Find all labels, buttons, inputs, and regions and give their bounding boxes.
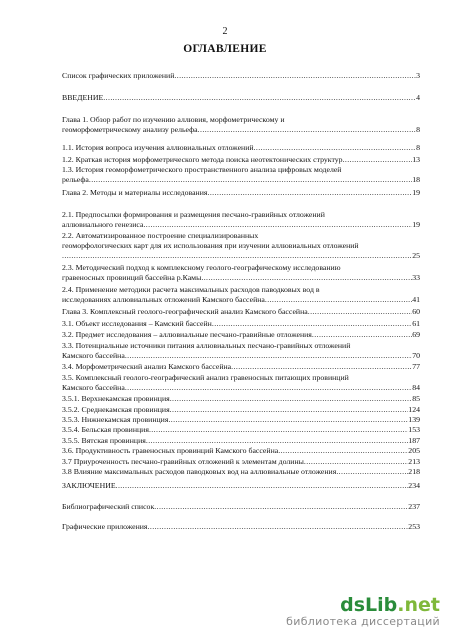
toc-entry[interactable] [62, 285, 420, 305]
toc-entry-title: 3.5.1. Верхнекамская провинция [62, 394, 170, 403]
toc-leader-dots [89, 175, 412, 185]
toc-entry-title: Графические приложения [62, 522, 148, 531]
toc-entry-title-line: 3.5. Комплексный геолого-географический анализ гравеносных питающих провинций [62, 373, 349, 382]
toc-leader-dots [201, 273, 412, 283]
toc-leader-dots [125, 383, 412, 393]
toc-entry-title: 3.8 Влияние максимальных расходов паводковых вод на аллювиальные отложения [62, 467, 337, 476]
toc-entry-page: 41 [412, 295, 420, 304]
toc-entry-title: 3.2. Предмет исследования – аллювиальные песчано-гравийные отложения [62, 330, 312, 339]
toc-entry[interactable] [62, 457, 420, 467]
toc-entry[interactable] [62, 155, 420, 165]
toc-entry-title: 3.6. Продуктивность гравеносных провинций Камского бассейна [62, 446, 279, 455]
toc-entry[interactable] [62, 405, 420, 415]
toc-entry[interactable] [62, 373, 420, 393]
toc-entry[interactable] [62, 93, 420, 103]
toc-entry-page: 13 [412, 155, 420, 164]
toc-entry-title-line: 2.2. Автоматизированное построение специализированных [62, 231, 259, 240]
toc-entry-page: 70 [412, 351, 420, 360]
toc-entry[interactable] [62, 341, 420, 361]
toc-leader-dots [336, 467, 408, 477]
toc-leader-dots [254, 143, 417, 153]
toc-entry-title-line: геоморфологических карт для их использования при изучении аллювиальных отложений [62, 241, 359, 250]
toc-entry-page: 139 [408, 415, 420, 424]
toc-entry-title-line: 2.3. Методический подход к комплексному геолого-географическому исследованию [62, 263, 341, 272]
toc-entry-title-line: 2.4. Применение методики расчета максимальных расходов паводковых вод в [62, 285, 320, 294]
toc-leader-dots [304, 457, 408, 467]
toc-leader-dots [207, 188, 412, 198]
toc-entry-page: 3 [416, 71, 420, 80]
toc-leader-dots [143, 220, 412, 230]
toc-entry-page: 234 [408, 481, 420, 490]
toc-entry-title: 3.4. Морфометрический анализ Камского бассейна [62, 362, 232, 371]
toc-entry-page: 60 [412, 307, 420, 316]
toc-entry[interactable] [62, 115, 420, 135]
toc-entry[interactable] [62, 415, 420, 425]
toc-entry-page: 33 [412, 273, 420, 282]
toc-entry-title: ЗАКЛЮЧЕНИЕ [62, 481, 116, 490]
toc-entry[interactable] [62, 188, 420, 198]
toc-leader-dots [125, 351, 412, 361]
toc-entry-page: 25 [412, 251, 420, 260]
toc-entry-title: аллювиального генезиса [62, 220, 144, 229]
toc-leader-dots [174, 71, 416, 81]
toc-entry-title: 1.2. Краткая история морфометрического метода поиска неотектонических структур [62, 155, 343, 164]
watermark-subtitle: библиотека диссертаций [286, 615, 440, 628]
toc-entry-title: ВВЕДЕНИЕ [62, 93, 104, 102]
toc-entry[interactable] [62, 481, 420, 491]
toc-entry-page: 124 [408, 405, 420, 414]
toc-entry-page: 8 [416, 143, 420, 152]
toc-entry-title: 3.1. Объект исследования – Камский бассейн [62, 319, 212, 328]
toc-leader-dots [265, 295, 412, 305]
toc-entry-page: 237 [408, 502, 420, 511]
toc-entry-page: 4 [416, 93, 420, 102]
toc-entry-page: 19 [412, 220, 420, 229]
toc-entry-title-line: Глава 1. Обзор работ по изучению аллювия, морфометрическому и [62, 115, 285, 124]
toc-leader-dots [116, 481, 409, 491]
toc-heading: ОГЛАВЛЕНИЕ [183, 43, 267, 55]
toc-leader-dots [212, 319, 412, 329]
toc-entry[interactable] [62, 425, 420, 435]
toc-entry-title: Камского бассейна [62, 383, 125, 392]
toc-entry[interactable] [62, 263, 420, 283]
toc-entry[interactable] [62, 467, 420, 477]
toc-entry[interactable] [62, 436, 420, 446]
toc-leader-dots [146, 436, 408, 446]
toc-leader-dots [154, 502, 408, 512]
toc-entry-page: 205 [408, 446, 420, 455]
toc-entry-title: Глава 2. Методы и материалы исследования [62, 188, 208, 197]
toc-leader-dots [62, 251, 412, 261]
toc-leader-dots [168, 415, 408, 425]
toc-entry[interactable] [62, 71, 420, 81]
toc-entry[interactable] [62, 231, 420, 261]
toc-entry[interactable] [62, 143, 420, 153]
toc-entry-title: гравеносных провинций бассейна р.Камы [62, 273, 202, 282]
toc-entry-title: исследованиях аллювиальных отложений Камского бассейна [62, 295, 265, 304]
toc-entry-title: 1.1. История вопроса изучения аллювиальных отложений [62, 143, 254, 152]
toc-entry[interactable] [62, 210, 420, 230]
toc-leader-dots [312, 330, 412, 340]
toc-entry[interactable] [62, 394, 420, 404]
toc-entry-title: Библиографический список [62, 502, 155, 511]
toc-entry-page: 8 [416, 125, 420, 134]
toc-leader-dots [198, 125, 416, 135]
toc-entry-page: 253 [408, 522, 420, 531]
watermark [286, 595, 440, 628]
toc-entry-page: 218 [408, 467, 420, 476]
toc-entry[interactable] [62, 502, 420, 512]
toc-entry-page: 187 [408, 436, 420, 445]
page-number: 2 [222, 26, 228, 37]
toc-entry-title: Список графических приложений [62, 71, 175, 80]
toc-entry-title-line: 3.3. Потенциальные источники питания аллювиальных песчано-гравийных отложений [62, 341, 351, 350]
toc-entry-title: 3.5.5. Вятская провинция [62, 436, 146, 445]
toc-entry-page: 61 [412, 319, 420, 328]
toc-leader-dots [308, 307, 412, 317]
toc-entry[interactable] [62, 330, 420, 340]
toc-leader-dots [278, 446, 408, 456]
toc-entry-page: 19 [412, 188, 420, 197]
toc-entry-page: 85 [412, 394, 420, 403]
toc-entry-title: 3.5.2. Среднекамская провинция [62, 405, 170, 414]
toc-leader-dots [149, 425, 408, 435]
toc-entry-title-line: 2.1. Предпосылки формирования и размещения песчано-гравийных отложений [62, 210, 325, 219]
toc-entry[interactable] [62, 362, 420, 372]
toc-entry[interactable] [62, 522, 420, 532]
toc-entry-page: 69 [412, 330, 420, 339]
toc-leader-dots [103, 93, 416, 103]
watermark-logo: dsLib.net [340, 594, 440, 616]
toc-leader-dots [170, 394, 413, 404]
toc-entry[interactable] [62, 446, 420, 456]
toc-entry-page: 18 [412, 175, 420, 184]
toc-entry[interactable] [62, 165, 420, 185]
toc-entry-title: рельефа [62, 175, 89, 184]
toc-entry[interactable] [62, 307, 420, 317]
toc-entry-title: Камского бассейна [62, 351, 125, 360]
toc-entry-title: 3.5.3. Нижнекамская провинция [62, 415, 169, 424]
toc-entry-page: 153 [408, 425, 420, 434]
toc-entry-title: 3.7 Приуроченность песчано-гравийных отложений к элементам долины [62, 457, 304, 466]
toc-entry-title: Глава 3. Комплексный геолого-географический анализ Камского бассейна [62, 307, 308, 316]
toc-leader-dots [148, 522, 409, 532]
toc-entry-title-line: 1.3. История геоморфометрического пространственного анализа цифровых моделей [62, 165, 342, 174]
toc-entry-page: 84 [412, 383, 420, 392]
toc-entry[interactable] [62, 319, 420, 329]
toc-entry-title: геоморфометрическому анализу рельефа [62, 125, 198, 134]
toc-leader-dots [231, 362, 412, 372]
toc-leader-dots [343, 155, 413, 165]
toc-leader-dots [170, 405, 409, 415]
toc-entry-page: 213 [408, 457, 420, 466]
toc-entry-title: 3.5.4. Бельская провинция [62, 425, 149, 434]
toc-entry-page: 77 [412, 362, 420, 371]
